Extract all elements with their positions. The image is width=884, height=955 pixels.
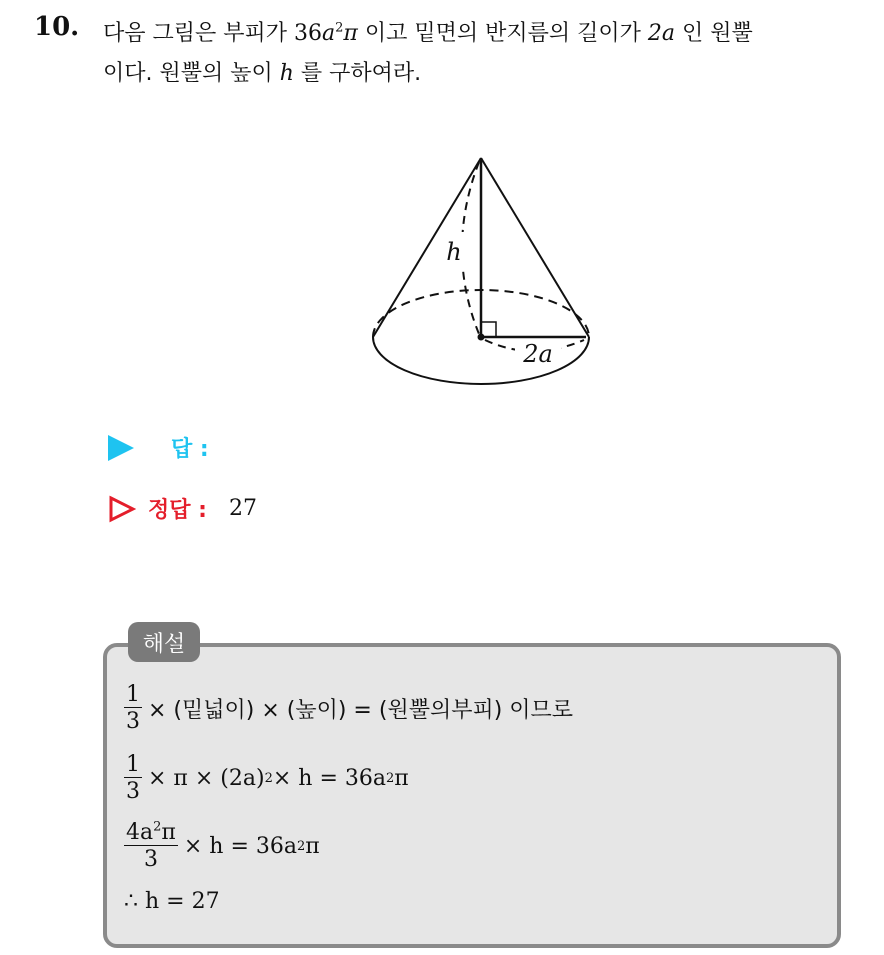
solution-line-3: $\frac{4a^2\pi}{3}$ × h = 36a 2 π	[126, 819, 320, 872]
fraction-denominator: 3	[143, 847, 158, 872]
cone-right-edge	[481, 158, 589, 337]
solution-line-3-expr-a: × h = 36a	[183, 834, 298, 859]
question-text	[103, 14, 873, 94]
numerator-part-a: 4a	[126, 820, 154, 845]
solution-line-2-expr-b: × h = 36a	[272, 766, 387, 791]
answer-label: 답 :	[171, 437, 209, 462]
question-text-part2: 이고 밑면의 반지름의 길이가	[357, 21, 648, 46]
question-text-part1: 다음 그림은 부피가	[103, 21, 294, 46]
solution-line-3-expr-b: π	[305, 834, 320, 859]
question-text-part4: 이다. 원뿔의 높이	[103, 61, 280, 86]
height-variable: h	[279, 61, 294, 86]
volume-coefficient: 36	[294, 21, 322, 46]
correct-answer-value: 27	[228, 496, 257, 521]
solution-tag: 해설	[128, 622, 200, 662]
fraction-denominator: 3	[126, 779, 140, 804]
volume-pi: π	[343, 21, 358, 46]
solution-line-2-expr-c: π	[394, 766, 409, 791]
correct-answer-row	[108, 493, 257, 524]
solution-line-1-text: × (밑넓이) × (높이) = (원뿔의부피) 이므로	[148, 698, 574, 723]
numerator-part-b: π	[161, 820, 176, 845]
question-text-part5: 를 구하여라.	[293, 61, 422, 86]
radius-label: 2a	[523, 340, 553, 368]
fraction-one-third	[124, 682, 142, 735]
question-number: 10.	[34, 12, 80, 42]
radius-expression: 2a	[647, 21, 675, 46]
fraction-4a2pi-over-3	[124, 820, 178, 873]
height-brace-curve	[462, 162, 479, 334]
solution-line-2: $\frac{1}{3}$ × π × (2a) 2 × h = 36a 2 π	[126, 752, 409, 804]
question-text-part3: 인 원뿔	[675, 21, 753, 46]
base-center-point	[478, 334, 485, 341]
correct-answer-label: 정답 :	[148, 498, 207, 523]
fraction-numerator: 1	[126, 752, 140, 777]
volume-exponent: 2	[335, 20, 344, 36]
numerator-exponent: 2	[153, 819, 162, 835]
cone-left-edge	[373, 158, 481, 337]
solution-line-4: ∴ h = 27	[124, 889, 220, 914]
solution-line-1	[124, 682, 573, 735]
cone-figure	[360, 150, 600, 395]
answer-blank-row	[108, 432, 209, 463]
fraction-one-third	[124, 752, 142, 805]
solution-line-2-expr-a: × π × (2a)	[148, 766, 265, 791]
fraction-denominator: 3	[126, 709, 140, 734]
fraction-numerator	[124, 820, 178, 846]
height-label: h	[446, 238, 462, 266]
volume-variable: a	[322, 21, 336, 46]
fraction-numerator: 1	[126, 682, 140, 707]
filled-triangle-icon	[108, 435, 134, 461]
outline-triangle-icon	[108, 495, 136, 523]
